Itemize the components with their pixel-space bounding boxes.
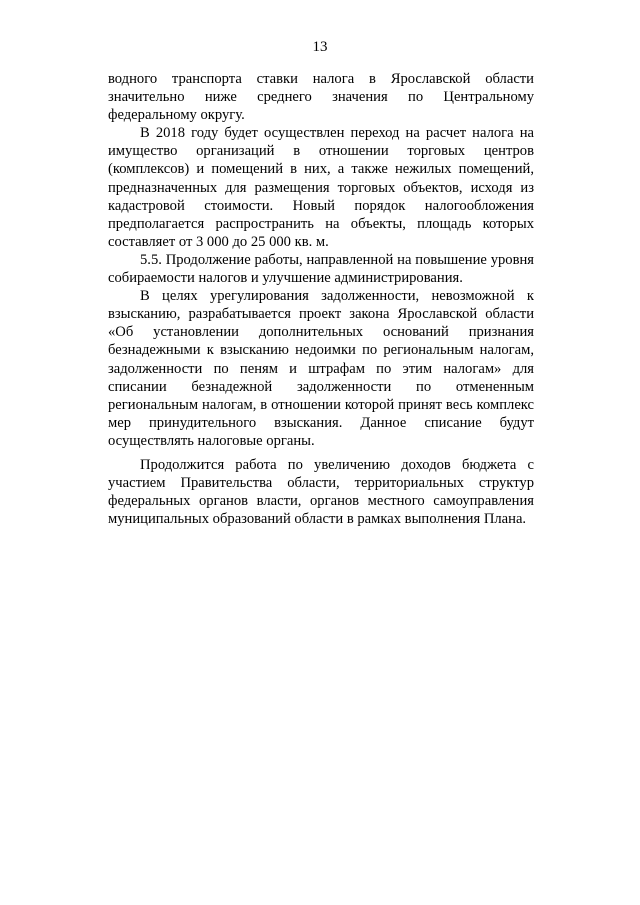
paragraph-continuation: водного транспорта ставки налога в Ярославской области значительно ниже среднего значения по Центральному федеральному округу.: [108, 71, 534, 124]
paragraph-revenue-work: Продолжится работа по увеличению доходов бюджета с участием Правительства области, территориальных структур федеральных органов власти, органов местного самоуправления муниципальных образований области в рамках выполнения Плана.: [108, 456, 534, 528]
document-body: [108, 70, 534, 528]
paragraph-section-5-5: 5.5. Продолжение работы, направленной на повышение уровня собираемости налогов и улучшение администрирования.: [108, 251, 534, 287]
paragraph-debt-settlement: В целях урегулирования задолженности, невозможной к взысканию, разрабатывается проект закона Ярославской области «Об установлении дополнительных оснований признания безнадежными к взысканию недоимки по региональным налогам, задолженности по пеням и штрафам по этим налогам» для списании безнадежной задолженности по отмененным региональным налогам, в отношении которой принят весь комплекс мер принудительного взыскания. Данное списание будут осуществлять налоговые органы.: [108, 288, 534, 449]
page-number: 13: [312, 39, 328, 55]
paragraph-property-tax: В 2018 году будет осуществлен переход на расчет налога на имущество организаций в отношении торговых центров (комплексов) и помещений в них, а также нежилых помещений, предназначенных для размещения торговых объектов, исходя из кадастровой стоимости. Новый порядок налогообложения предполагается распространить на объекты, площадь которых составляет от 3 000 до 25 000 кв. м.: [108, 125, 534, 250]
